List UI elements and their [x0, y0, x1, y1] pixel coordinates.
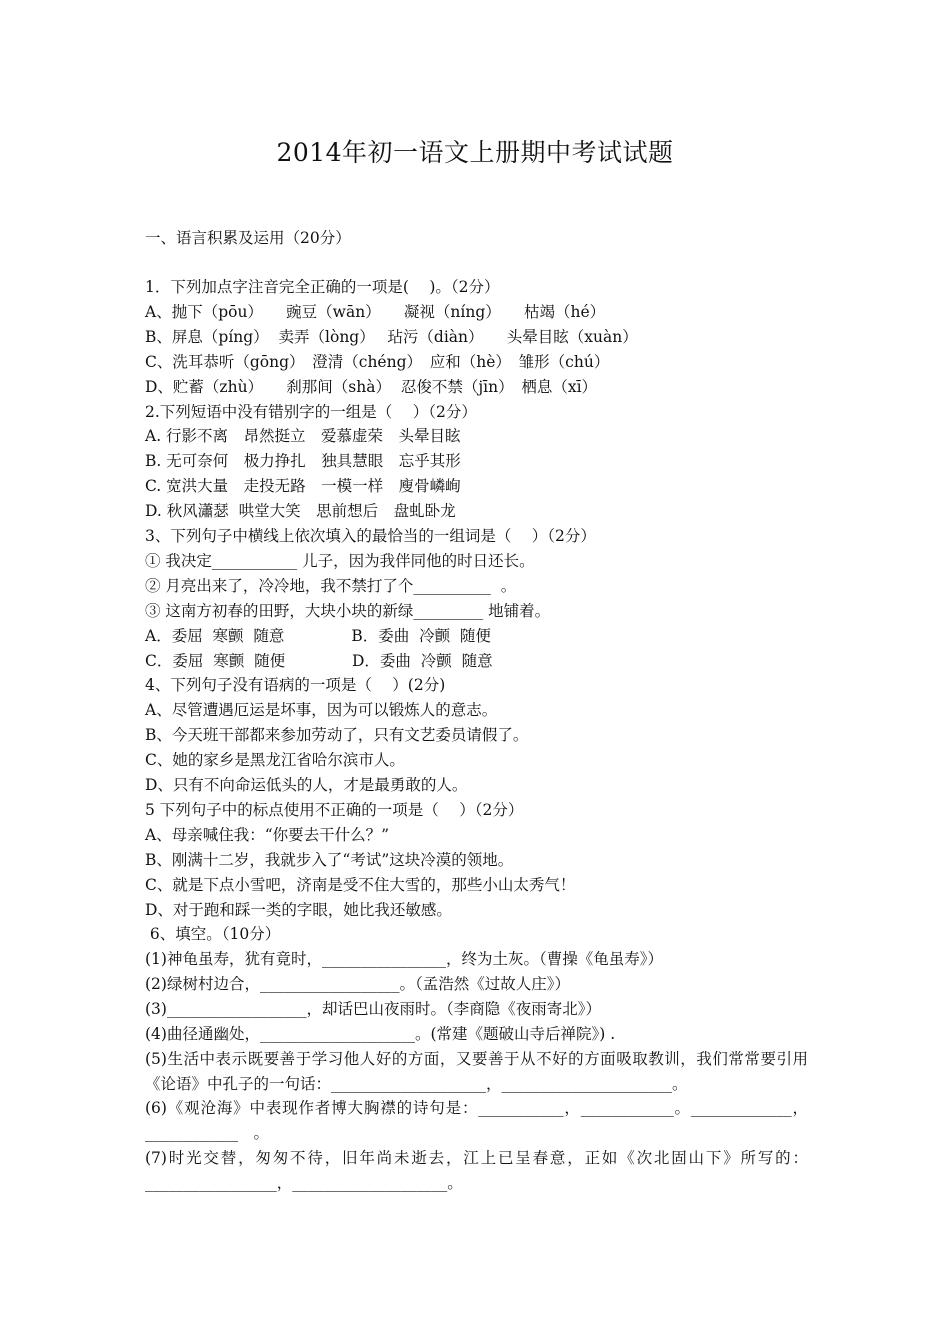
text-line: C. 宽洪大量 走投无路 一模一样 廋骨嶙峋 [145, 477, 461, 496]
text-line: C．委屈 寒颤 随便 D．委曲 冷颤 随意 [145, 651, 493, 670]
text-line: B、刚满十二岁，我就步入了“考试”这块冷漠的领地。 [145, 850, 514, 869]
section-heading: 一、语言积累及运用（20分） [145, 229, 351, 247]
text-line: B、今天班干部都来参加劳动了，只有文艺委员请假了。 [145, 726, 529, 745]
text-line: D、贮蓄（zhù） 刹那间（shà） 忍俊不禁（jīn） 栖息（xī） [145, 377, 598, 396]
text-line: D. 秋风瀟瑟 哄堂大笑 思前想后 盘虬卧龙 [145, 502, 456, 521]
fill-blank-5: (5)生活中表示既要善于学习他人好的方面，又要善于从不好的方面吸取教训，我们常常要引用《论语》中孔子的一句话：____________________，______________________。 [145, 1050, 808, 1093]
text-line: 4、下列句子没有语病的一项是（ ）(2分) [145, 676, 446, 695]
fill-blank-6: (6)《观沧海》中表现作者博大胸襟的诗句是：___________，____________。_____________，____________ 。 [145, 1099, 808, 1142]
text-line: ② 月亮出来了，冷冷地，我不禁打了个__________ 。 [145, 576, 517, 595]
text-line: C、她的家乡是黑龙江省哈尔滨市人。 [145, 751, 405, 770]
text-line: 2.下列短语中没有错别字的一组是（ ）（2分） [145, 402, 477, 421]
text-line: 1．下列加点字注音完全正确的一项是( )。（2分） [145, 278, 500, 296]
text-line: A、抛下（pōu） 豌豆（wān） 凝视（níng） 枯竭（hé） [145, 302, 606, 321]
text-line: ③ 这南方初春的田野，大块小块的新绿_________ 地铺着。 [145, 601, 551, 620]
text-line: B、屏息（píng） 卖弄（lòng） 玷污（diàn） 头晕目眩（xuàn） [145, 327, 638, 346]
text-line: (2)绿树村边合，__________________。（孟浩然《过故人庄》） [145, 975, 570, 994]
text-line: C、就是下点小雪吧，济南是受不住大雪的，那些小山太秀气！ [145, 875, 576, 894]
text-line: 3、下列句子中横线上依次填入的最恰当的一组词是（ ）（2分） [145, 527, 596, 545]
text-line: (3)__________________，却话巴山夜雨时。（李商隐《夜雨寄北》） [145, 1000, 601, 1019]
text-line: 6、填空。（10分） [145, 925, 281, 944]
page-title: 2014年初一语文上册期中考试试题 [276, 138, 674, 167]
text-line: A．委屈 寒颤 随意 B．委曲 冷颤 随便 [145, 626, 491, 645]
text-line: A、母亲喊住我：“你要去干什么？” [145, 825, 390, 844]
text-line: D、只有不向命运低头的人，才是最勇敢的人。 [145, 776, 468, 794]
text-line: B. 无可奈何 极力挣扎 独具慧眼 忘乎其形 [145, 452, 461, 471]
text-line: (4)曲径通幽处，____________________。(常建《题破山寺后禅院》) . [145, 1025, 616, 1043]
fill-blank-7: (7)时光交替，匆匆不待，旧年尚未逝去，江上已呈春意，正如《次北固山下》所写的：_________________，____________________。 [145, 1149, 808, 1192]
text-line: ① 我决定___________ 儿子，因为我伴同他的时日还长。 [145, 551, 535, 570]
text-line: A、尽管遭遇厄运是坏事，因为可以锻炼人的意志。 [145, 701, 498, 720]
text-line: D、对于跑和踩一类的字眼，她比我还敏感。 [145, 900, 452, 919]
text-line: C、洗耳恭听（gōng） 澄清（chéng） 应和（hè） 雏形（chú） [145, 352, 610, 371]
text-line: A. 行影不离 昂然挺立 爱慕虚荣 头晕目眩 [145, 427, 461, 446]
text-line: 5 下列句子中的标点使用不正确的一项是（ ）（2分） [145, 800, 524, 819]
text-line: (1)神龟虽寿，犹有竟时，________________，终为土灰。（曹操《龟虽寿》） [145, 950, 663, 969]
